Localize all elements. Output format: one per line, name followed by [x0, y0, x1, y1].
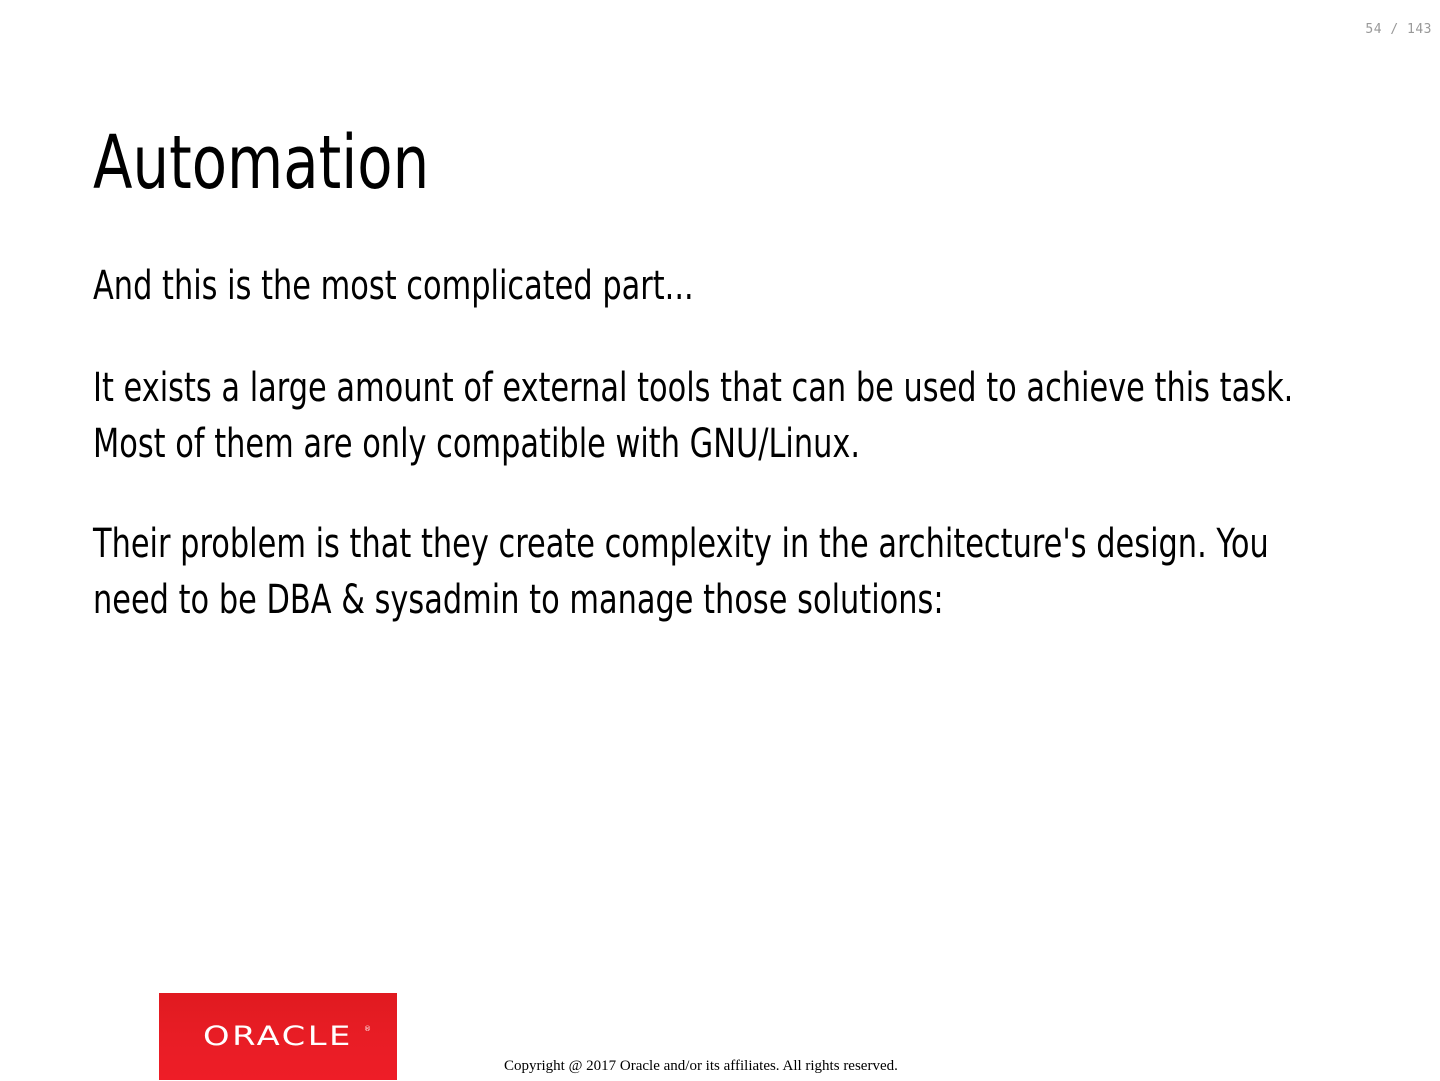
slide-title: Automation — [93, 120, 430, 206]
body-paragraph-1: And this is the most complicated part... — [93, 263, 694, 309]
body-paragraph-2: It exists a large amount of external tools that can be used to achieve this task. Most of them are only compatible with GNU/Linux. — [93, 365, 1294, 467]
oracle-logo-wordmark: ORACLE — [203, 1021, 353, 1052]
registered-mark: ® — [364, 1025, 371, 1033]
slide-body — [93, 258, 1309, 672]
slide-counter: 54 / 143 — [1365, 22, 1432, 37]
copyright-notice: Copyright @ 2017 Oracle and/or its affiliates. All rights reserved. — [504, 1058, 898, 1074]
body-paragraph-3: Their problem is that they create complexity in the architecture's design. You need to be DBA & sysadmin to manage those solutions: — [93, 521, 1269, 623]
oracle-logo — [159, 993, 397, 1080]
